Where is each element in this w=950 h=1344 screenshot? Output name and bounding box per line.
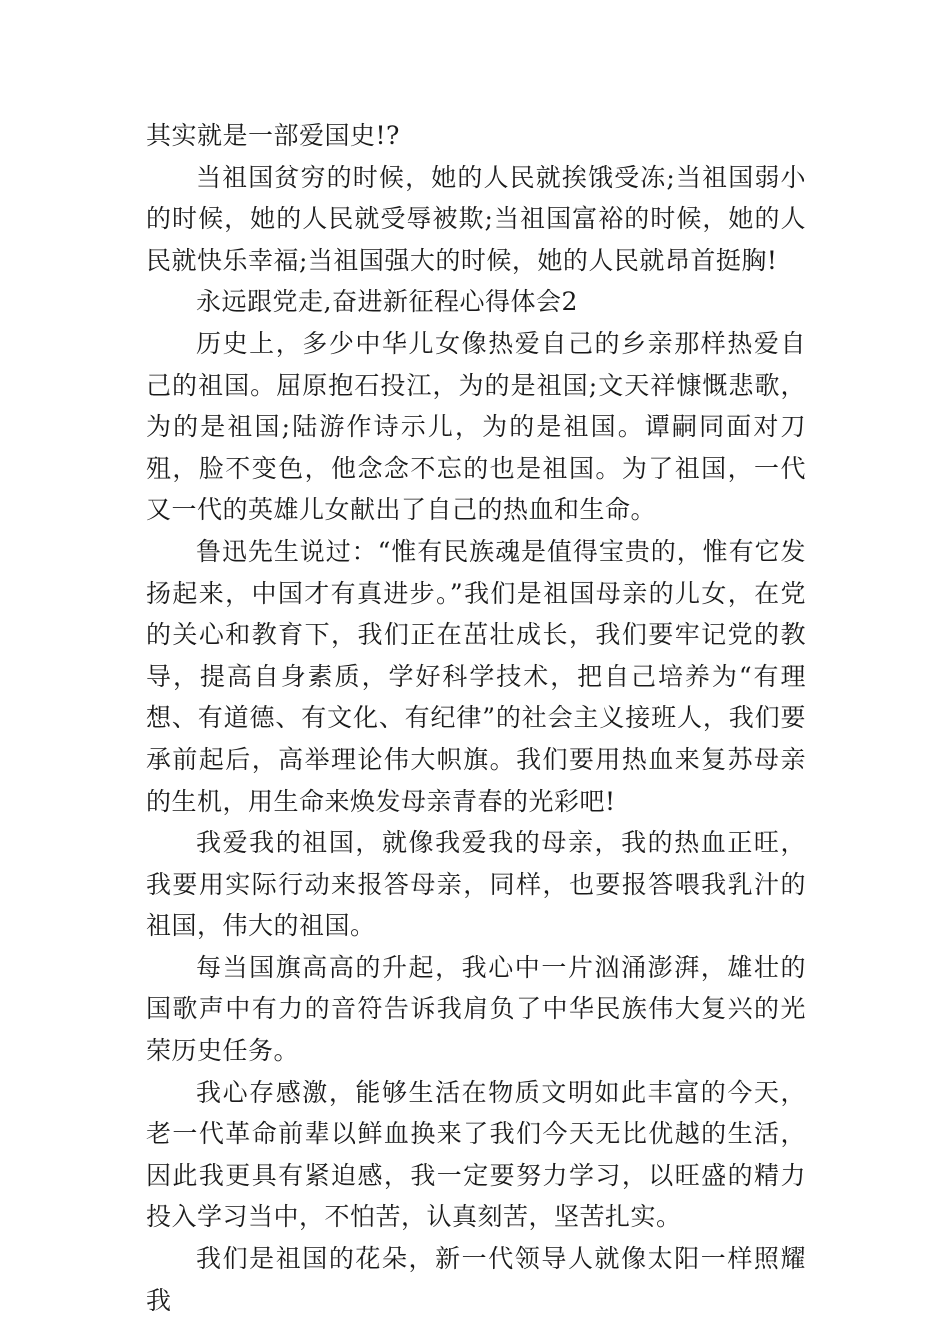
document-body [146, 115, 806, 1321]
paragraph: 历史上，多少中华儿女像热爱自己的乡亲那样热爱自己的祖国。屈原抱石投江，为的是祖国;文天祥慷慨悲歌，为的是祖国;陆游作诗示儿，为的是祖国。谭嗣同面对刀殂，脸不变色，他念念不忘的也是祖国。为了祖国，一代又一代的英雄儿女献出了自己的热血和生命。 [146, 328, 806, 525]
paragraph: 我心存感激，能够生活在物质文明如此丰富的今天，老一代革命前辈以鲜血换来了我们今天无比优越的生活，因此我更具有紧迫感，我一定要努力学习，以旺盛的精力投入学习当中，不怕苦，认真刻苦，坚苦扎实。 [146, 1077, 806, 1232]
paragraph: 每当国旗高高的升起，我心中一片汹涌澎湃，雄壮的国歌声中有力的音符告诉我肩负了中华民族伟大复兴的光荣历史任务。 [146, 952, 806, 1066]
paragraph: 当祖国贫穷的时候，她的人民就挨饿受冻;当祖国弱小的时候，她的人民就受辱被欺;当祖国富裕的时候，她的人民就快乐幸福;当祖国强大的时候，她的人民就昂首挺胸! [146, 162, 806, 275]
paragraph: 我爱我的祖国，就像我爱我的母亲，我的热血正旺，我要用实际行动来报答母亲，同样，也要报答喂我乳汁的祖国，伟大的祖国。 [146, 828, 806, 941]
paragraph: 鲁迅先生说过：“惟有民族魂是值得宝贵的，惟有它发扬起来，中国才有真进步。”我们是祖国母亲的儿女，在党的关心和教育下，我们正在茁壮成长，我们要牢记党的教导，提高自身素质，学好科学技术，把自己培养为“有理想、有道德、有文化、有纪律”的社会主义接班人，我们要承前起后，高举理论伟大帜旗。我们要用热血来复苏母亲的生机，用生命来焕发母亲青春的光彩吧! [146, 536, 806, 816]
section-heading: 永远跟党走,奋进新征程心得体会2 [196, 287, 578, 317]
paragraph-continuation: 其实就是一部爱国史!? [146, 121, 400, 150]
paragraph: 我们是祖国的花朵，新一代领导人就像太阳一样照耀我 [146, 1244, 806, 1315]
